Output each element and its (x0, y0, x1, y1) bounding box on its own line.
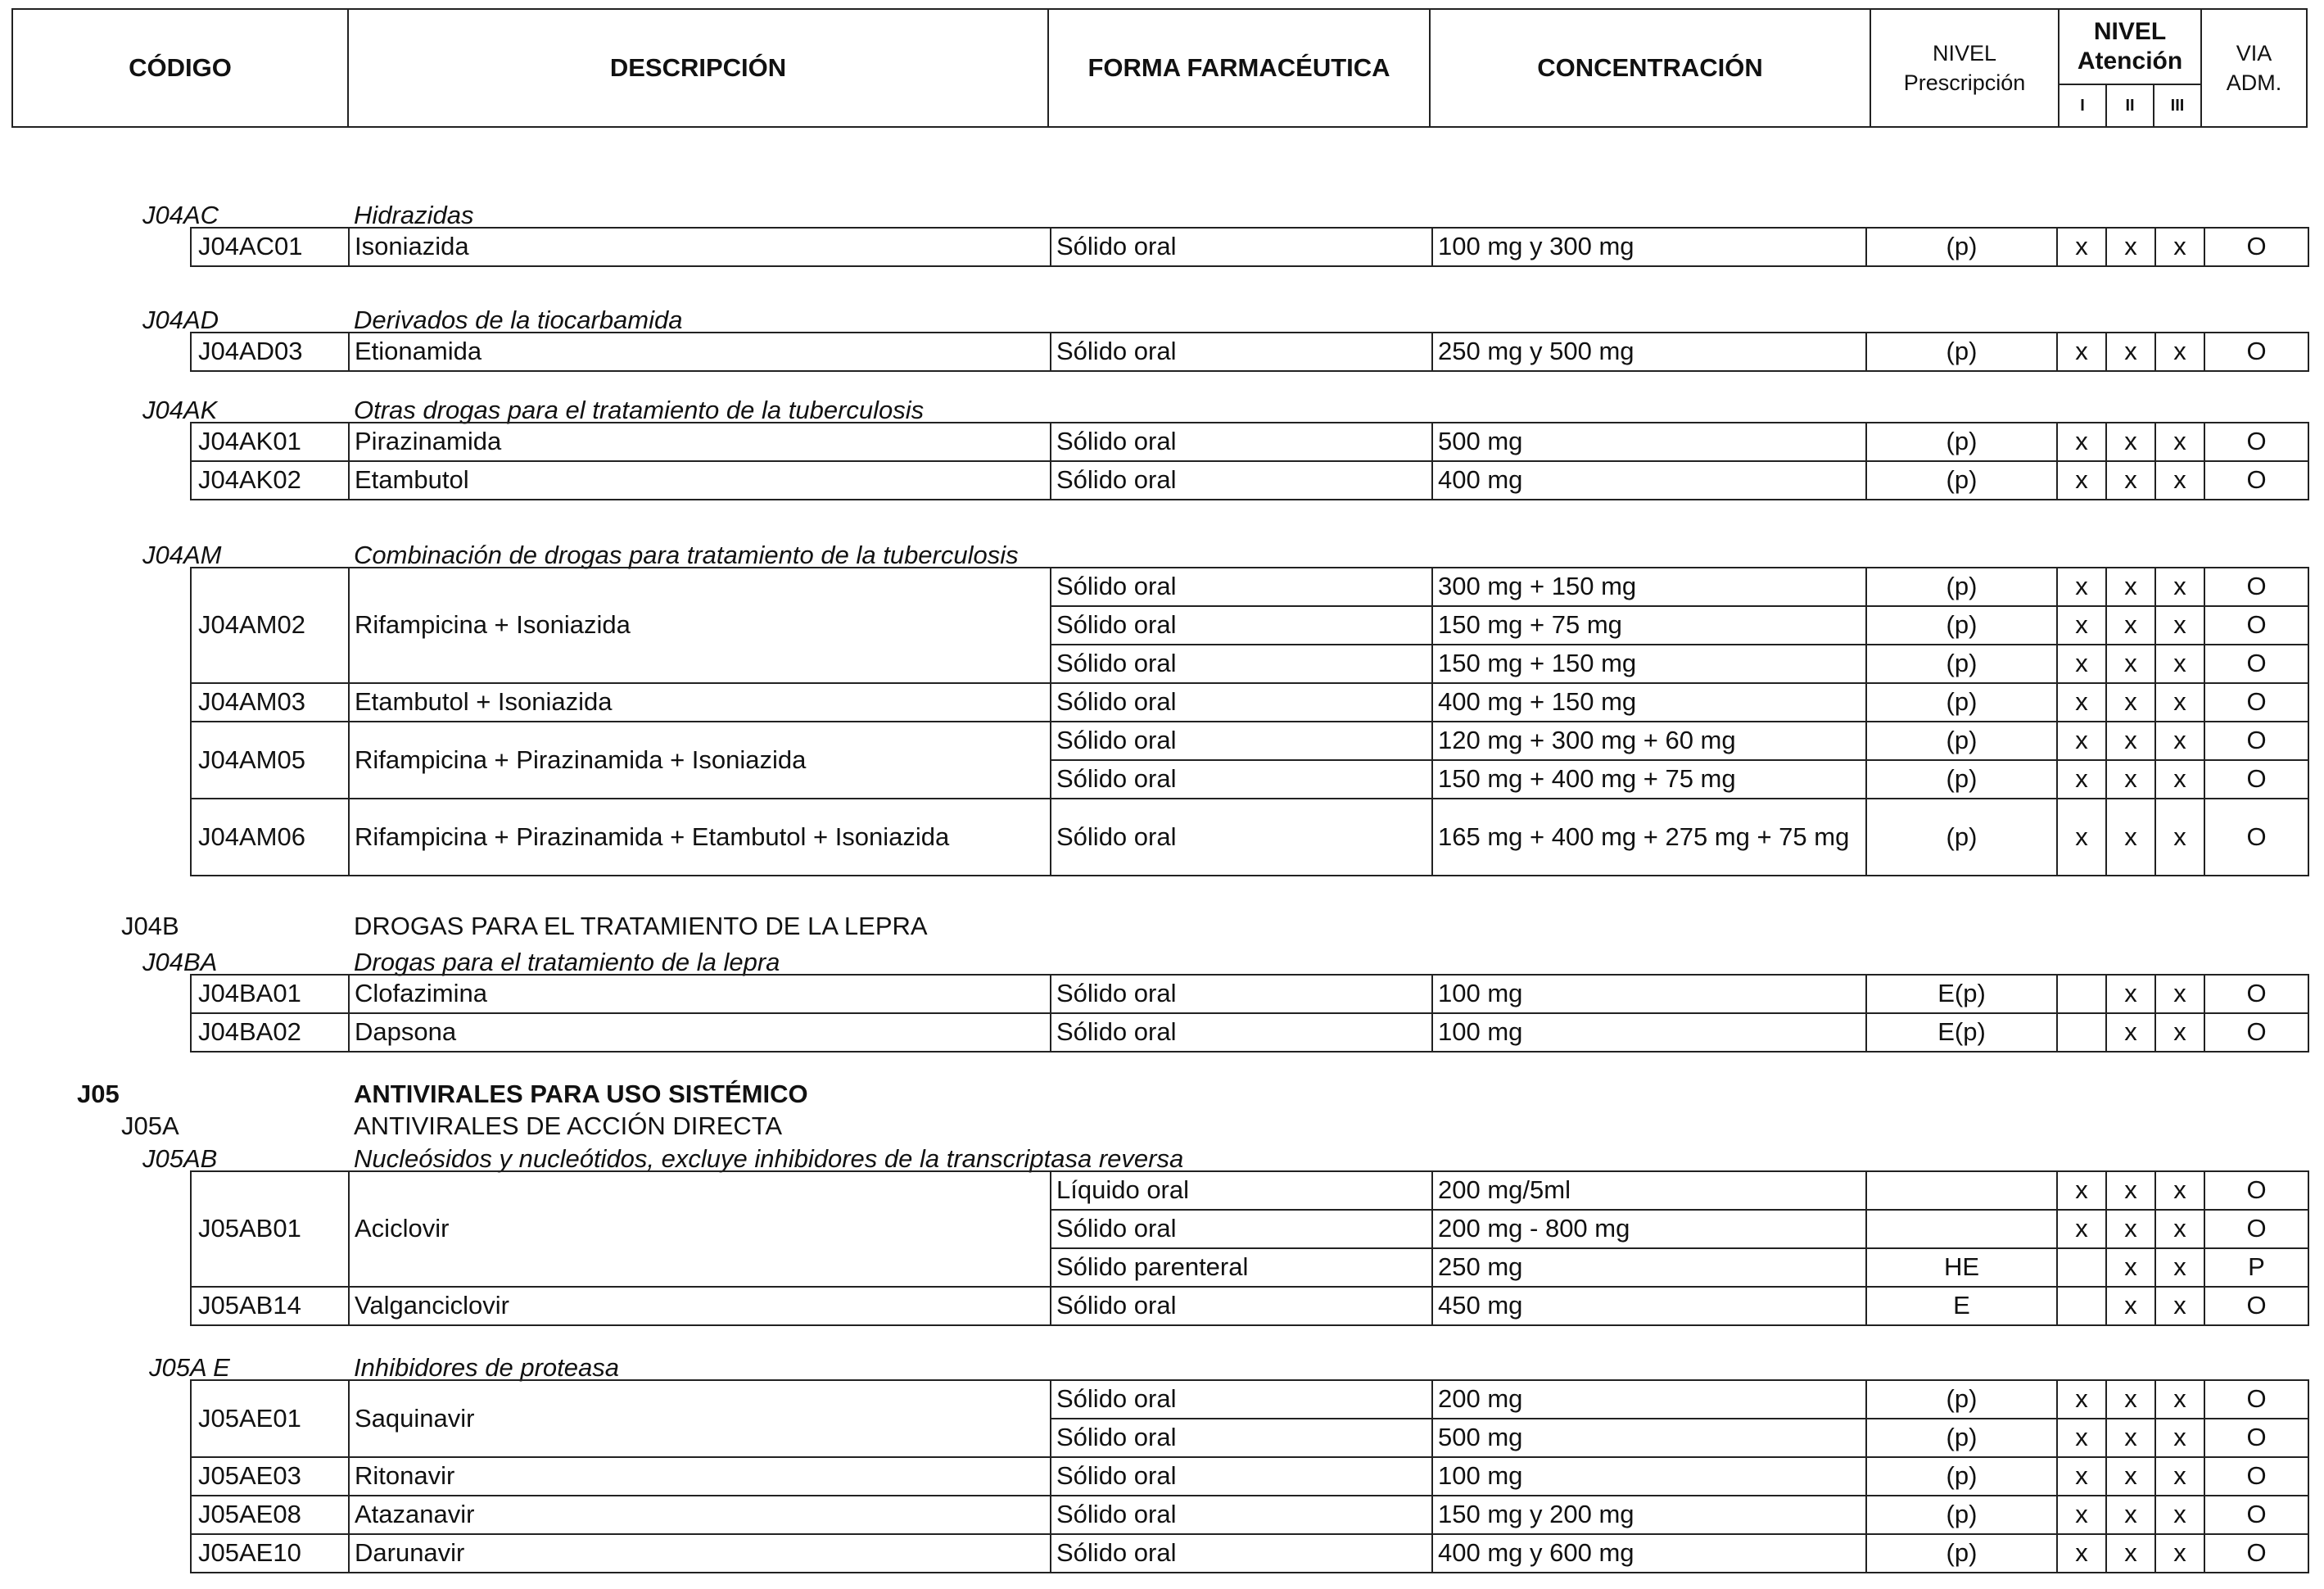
via-cell: O (2204, 1534, 2308, 1573)
column-header (11, 8, 2308, 128)
section-title: Combinación de drogas para tratamiento de la tuberculosis (354, 541, 1019, 569)
nivel-ii-cell: x (2106, 1457, 2155, 1496)
concentracion-cell: 165 mg + 400 mg + 275 mg + 75 mg (1432, 799, 1866, 876)
section-code: J05A (121, 1111, 179, 1140)
nivel-i-cell: x (2057, 1380, 2106, 1419)
via-cell: O (2204, 1457, 2308, 1496)
concentracion-cell: 150 mg y 200 mg (1432, 1496, 1866, 1534)
nivel-ii-cell: x (2106, 645, 2155, 683)
section-heading (142, 396, 924, 425)
forma-cell: Sólido oral (1051, 461, 1432, 500)
nivel-iii-cell: x (2155, 683, 2204, 722)
via-cell: O (2204, 722, 2308, 760)
concentracion-cell: 500 mg (1432, 423, 1866, 461)
forma-cell: Sólido oral (1051, 1380, 1432, 1419)
nivel-i-cell: x (2057, 1171, 2106, 1210)
nivel-prescripcion-cell: (p) (1866, 1534, 2057, 1573)
code-cell: J05AE10 (191, 1534, 349, 1573)
code-cell: J05AE03 (191, 1457, 349, 1496)
nivel-i-cell: x (2057, 333, 2106, 371)
nivel-ii-cell: x (2106, 333, 2155, 371)
section-code: J04AC (142, 201, 219, 229)
header-via-line1: VIA (2236, 41, 2272, 66)
description-cell: Saquinavir (349, 1380, 1051, 1457)
header-nivel-atencion-line2: Atención (2077, 48, 2183, 75)
code-cell: J04AM06 (191, 799, 349, 876)
via-cell: O (2204, 1171, 2308, 1210)
code-cell: J05AE01 (191, 1380, 349, 1457)
nivel-ii-cell: x (2106, 606, 2155, 645)
description-cell: Pirazinamida (349, 423, 1051, 461)
nivel-iii-cell: x (2155, 1496, 2204, 1534)
nivel-i-cell: x (2057, 606, 2106, 645)
concentracion-cell: 100 mg y 300 mg (1432, 228, 1866, 266)
medicine-table (190, 422, 2309, 500)
forma-cell: Sólido oral (1051, 1457, 1432, 1496)
nivel-ii-cell: x (2106, 722, 2155, 760)
forma-cell: Sólido oral (1051, 799, 1432, 876)
section-heading (77, 1080, 808, 1109)
table-row (191, 1380, 2308, 1419)
section-title: Drogas para el tratamiento de la lepra (354, 948, 780, 976)
via-cell: O (2204, 1210, 2308, 1248)
header-via-line2: ADM. (2226, 70, 2282, 95)
table-row (191, 461, 2308, 500)
concentracion-cell: 150 mg + 400 mg + 75 mg (1432, 760, 1866, 799)
header-forma: FORMA FARMACÉUTICA (1048, 9, 1430, 127)
nivel-i-cell: x (2057, 423, 2106, 461)
header-via (2201, 9, 2307, 127)
nivel-prescripcion-cell (1866, 1171, 2057, 1210)
forma-cell: Sólido oral (1051, 606, 1432, 645)
section-code: J04B (121, 912, 179, 940)
via-cell: O (2204, 1287, 2308, 1325)
medicine-table (190, 974, 2309, 1053)
forma-cell: Sólido oral (1051, 423, 1432, 461)
nivel-prescripcion-cell: (p) (1866, 1496, 2057, 1534)
table-row (191, 683, 2308, 722)
header-nivel-prescripcion (1870, 9, 2059, 127)
forma-cell: Sólido oral (1051, 975, 1432, 1013)
via-cell: O (2204, 1013, 2308, 1052)
table-row (191, 1457, 2308, 1496)
nivel-iii-cell: x (2155, 1380, 2204, 1419)
nivel-prescripcion-cell: (p) (1866, 722, 2057, 760)
nivel-ii-cell: x (2106, 1013, 2155, 1052)
via-cell: O (2204, 760, 2308, 799)
table-row (191, 333, 2308, 371)
nivel-prescripcion-cell: E(p) (1866, 1013, 2057, 1052)
nivel-i-cell: x (2057, 1419, 2106, 1457)
medicine-table (190, 567, 2309, 876)
nivel-ii-cell: x (2106, 1210, 2155, 1248)
forma-cell: Sólido oral (1051, 683, 1432, 722)
description-cell: Darunavir (349, 1534, 1051, 1573)
header-concentracion: CONCENTRACIÓN (1430, 9, 1870, 127)
forma-cell: Líquido oral (1051, 1171, 1432, 1210)
header-nivel-i: I (2059, 84, 2106, 127)
concentracion-cell: 150 mg + 150 mg (1432, 645, 1866, 683)
forma-cell: Sólido oral (1051, 1287, 1432, 1325)
nivel-ii-cell: x (2106, 1534, 2155, 1573)
forma-cell: Sólido oral (1051, 568, 1432, 606)
description-cell: Aciclovir (349, 1171, 1051, 1287)
nivel-ii-cell: x (2106, 799, 2155, 876)
nivel-ii-cell: x (2106, 1419, 2155, 1457)
nivel-i-cell: x (2057, 1534, 2106, 1573)
description-cell: Clofazimina (349, 975, 1051, 1013)
via-cell: O (2204, 799, 2308, 876)
nivel-prescripcion-cell: HE (1866, 1248, 2057, 1287)
header-nivel-iii: III (2154, 84, 2201, 127)
section-heading (142, 1144, 1183, 1174)
via-cell: O (2204, 461, 2308, 500)
nivel-prescripcion-cell: E(p) (1866, 975, 2057, 1013)
nivel-i-cell: x (2057, 722, 2106, 760)
via-cell: O (2204, 1380, 2308, 1419)
nivel-prescripcion-cell: (p) (1866, 645, 2057, 683)
nivel-ii-cell: x (2106, 461, 2155, 500)
table-row (191, 228, 2308, 266)
code-cell: J04AK01 (191, 423, 349, 461)
table-row (191, 1287, 2308, 1325)
nivel-iii-cell: x (2155, 975, 2204, 1013)
section-code: J05A E (149, 1353, 230, 1382)
description-cell: Dapsona (349, 1013, 1051, 1052)
via-cell: O (2204, 645, 2308, 683)
section-title: Nucleósidos y nucleótidos, excluye inhibidores de la transcriptasa reversa (354, 1144, 1184, 1173)
code-cell: J05AB01 (191, 1171, 349, 1287)
code-cell: J04BA02 (191, 1013, 349, 1052)
nivel-iii-cell: x (2155, 1210, 2204, 1248)
nivel-ii-cell: x (2106, 568, 2155, 606)
nivel-i-cell (2057, 1013, 2106, 1052)
table-row (191, 1496, 2308, 1534)
code-cell: J04AC01 (191, 228, 349, 266)
description-cell: Valganciclovir (349, 1287, 1051, 1325)
nivel-ii-cell: x (2106, 1380, 2155, 1419)
via-cell: O (2204, 228, 2308, 266)
via-cell: O (2204, 568, 2308, 606)
code-cell: J04AD03 (191, 333, 349, 371)
via-cell: O (2204, 975, 2308, 1013)
nivel-prescripcion-cell: (p) (1866, 461, 2057, 500)
forma-cell: Sólido oral (1051, 1210, 1432, 1248)
description-cell: Rifampicina + Pirazinamida + Etambutol + Isoniazida (349, 799, 1051, 876)
nivel-i-cell: x (2057, 568, 2106, 606)
nivel-prescripcion-cell: (p) (1866, 760, 2057, 799)
concentracion-cell: 150 mg + 75 mg (1432, 606, 1866, 645)
concentracion-cell: 100 mg (1432, 1457, 1866, 1496)
nivel-iii-cell: x (2155, 1171, 2204, 1210)
nivel-iii-cell: x (2155, 568, 2204, 606)
table-row (191, 722, 2308, 760)
header-codigo: CÓDIGO (12, 9, 348, 127)
nivel-iii-cell: x (2155, 1457, 2204, 1496)
concentracion-cell: 200 mg (1432, 1380, 1866, 1419)
section-code: J04AM (142, 541, 222, 569)
table-row (191, 568, 2308, 606)
nivel-i-cell: x (2057, 683, 2106, 722)
section-heading (121, 912, 928, 941)
nivel-prescripcion-cell: E (1866, 1287, 2057, 1325)
concentracion-cell: 300 mg + 150 mg (1432, 568, 1866, 606)
nivel-i-cell: x (2057, 760, 2106, 799)
description-cell: Isoniazida (349, 228, 1051, 266)
section-code: J04AD (142, 306, 219, 334)
nivel-prescripcion-cell: (p) (1866, 423, 2057, 461)
forma-cell: Sólido oral (1051, 1496, 1432, 1534)
nivel-i-cell (2057, 975, 2106, 1013)
header-nivel-prescripcion-line2: Prescripción (1903, 70, 2026, 95)
description-cell: Etionamida (349, 333, 1051, 371)
nivel-prescripcion-cell: (p) (1866, 683, 2057, 722)
concentracion-cell: 400 mg + 150 mg (1432, 683, 1866, 722)
section-title: Derivados de la tiocarbamida (354, 306, 683, 334)
nivel-ii-cell: x (2106, 1171, 2155, 1210)
section-title: Otras drogas para el tratamiento de la tuberculosis (354, 396, 925, 424)
concentracion-cell: 100 mg (1432, 1013, 1866, 1052)
forma-cell: Sólido oral (1051, 228, 1432, 266)
nivel-ii-cell: x (2106, 1248, 2155, 1287)
nivel-i-cell: x (2057, 461, 2106, 500)
header-descripcion: DESCRIPCIÓN (348, 9, 1048, 127)
forma-cell: Sólido oral (1051, 1534, 1432, 1573)
section-title: Hidrazidas (354, 201, 474, 229)
concentracion-cell: 200 mg - 800 mg (1432, 1210, 1866, 1248)
concentracion-cell: 120 mg + 300 mg + 60 mg (1432, 722, 1866, 760)
nivel-prescripcion-cell: (p) (1866, 1380, 2057, 1419)
nivel-prescripcion-cell: (p) (1866, 1457, 2057, 1496)
nivel-iii-cell: x (2155, 228, 2204, 266)
section-code: J05AB (142, 1144, 218, 1173)
nivel-i-cell (2057, 1287, 2106, 1325)
nivel-i-cell: x (2057, 1457, 2106, 1496)
forma-cell: Sólido oral (1051, 1419, 1432, 1457)
nivel-iii-cell: x (2155, 1013, 2204, 1052)
nivel-iii-cell: x (2155, 1248, 2204, 1287)
header-nivel-ii: II (2106, 84, 2154, 127)
concentracion-cell: 500 mg (1432, 1419, 1866, 1457)
concentracion-cell: 250 mg y 500 mg (1432, 333, 1866, 371)
via-cell: O (2204, 683, 2308, 722)
code-cell: J04AK02 (191, 461, 349, 500)
section-code: J04AK (142, 396, 218, 424)
concentracion-cell: 250 mg (1432, 1248, 1866, 1287)
nivel-prescripcion-cell: (p) (1866, 568, 2057, 606)
table-row (191, 1534, 2308, 1573)
concentracion-cell: 200 mg/5ml (1432, 1171, 1866, 1210)
description-cell: Atazanavir (349, 1496, 1051, 1534)
code-cell: J05AB14 (191, 1287, 349, 1325)
section-code: J04BA (142, 948, 218, 976)
nivel-i-cell (2057, 1248, 2106, 1287)
code-cell: J04AM03 (191, 683, 349, 722)
nivel-prescripcion-cell: (p) (1866, 606, 2057, 645)
nivel-ii-cell: x (2106, 228, 2155, 266)
nivel-iii-cell: x (2155, 760, 2204, 799)
forma-cell: Sólido oral (1051, 1013, 1432, 1052)
forma-cell: Sólido oral (1051, 645, 1432, 683)
via-cell: O (2204, 606, 2308, 645)
table-row (191, 423, 2308, 461)
table-row (191, 1171, 2308, 1210)
code-cell: J05AE08 (191, 1496, 349, 1534)
section-heading (142, 306, 683, 335)
table-row (191, 975, 2308, 1013)
via-cell: O (2204, 1419, 2308, 1457)
code-cell: J04BA01 (191, 975, 349, 1013)
forma-cell: Sólido parenteral (1051, 1248, 1432, 1287)
nivel-ii-cell: x (2106, 975, 2155, 1013)
concentracion-cell: 100 mg (1432, 975, 1866, 1013)
via-cell: O (2204, 333, 2308, 371)
forma-cell: Sólido oral (1051, 333, 1432, 371)
table-row (191, 1013, 2308, 1052)
section-heading (142, 948, 780, 977)
nivel-ii-cell: x (2106, 683, 2155, 722)
medicine-table (190, 227, 2309, 267)
section-title: Inhibidores de proteasa (354, 1353, 620, 1382)
nivel-iii-cell: x (2155, 1287, 2204, 1325)
code-cell: J04AM05 (191, 722, 349, 799)
description-cell: Etambutol + Isoniazida (349, 683, 1051, 722)
section-heading (149, 1353, 619, 1383)
nivel-i-cell: x (2057, 1496, 2106, 1534)
header-nivel-prescripcion-line1: NIVEL (1932, 41, 1997, 66)
nivel-prescripcion-cell: (p) (1866, 1419, 2057, 1457)
nivel-iii-cell: x (2155, 423, 2204, 461)
nivel-i-cell: x (2057, 799, 2106, 876)
code-cell: J04AM02 (191, 568, 349, 683)
section-title: ANTIVIRALES PARA USO SISTÉMICO (354, 1080, 808, 1108)
nivel-i-cell: x (2057, 1210, 2106, 1248)
section-heading (121, 1111, 782, 1141)
nivel-iii-cell: x (2155, 333, 2204, 371)
description-cell: Rifampicina + Pirazinamida + Isoniazida (349, 722, 1051, 799)
forma-cell: Sólido oral (1051, 760, 1432, 799)
table-row (191, 799, 2308, 876)
via-cell: O (2204, 1496, 2308, 1534)
header-nivel-atencion-line1: NIVEL (2093, 18, 2167, 45)
medicine-table (190, 1170, 2309, 1326)
nivel-iii-cell: x (2155, 722, 2204, 760)
section-heading (142, 201, 473, 230)
nivel-prescripcion-cell: (p) (1866, 228, 2057, 266)
concentracion-cell: 400 mg (1432, 461, 1866, 500)
nivel-iii-cell: x (2155, 461, 2204, 500)
section-heading (142, 541, 1019, 570)
section-title: ANTIVIRALES DE ACCIÓN DIRECTA (354, 1111, 783, 1140)
nivel-ii-cell: x (2106, 760, 2155, 799)
nivel-prescripcion-cell: (p) (1866, 333, 2057, 371)
concentracion-cell: 450 mg (1432, 1287, 1866, 1325)
concentracion-cell: 400 mg y 600 mg (1432, 1534, 1866, 1573)
nivel-iii-cell: x (2155, 1534, 2204, 1573)
via-cell: O (2204, 423, 2308, 461)
description-cell: Ritonavir (349, 1457, 1051, 1496)
nivel-iii-cell: x (2155, 799, 2204, 876)
nivel-iii-cell: x (2155, 1419, 2204, 1457)
forma-cell: Sólido oral (1051, 722, 1432, 760)
nivel-prescripcion-cell: (p) (1866, 799, 2057, 876)
medicine-table (190, 1379, 2309, 1573)
nivel-iii-cell: x (2155, 606, 2204, 645)
nivel-ii-cell: x (2106, 1287, 2155, 1325)
description-cell: Etambutol (349, 461, 1051, 500)
nivel-i-cell: x (2057, 228, 2106, 266)
nivel-i-cell: x (2057, 645, 2106, 683)
nivel-iii-cell: x (2155, 645, 2204, 683)
nivel-ii-cell: x (2106, 423, 2155, 461)
medicine-table (190, 332, 2309, 372)
description-cell: Rifampicina + Isoniazida (349, 568, 1051, 683)
nivel-ii-cell: x (2106, 1496, 2155, 1534)
via-cell: P (2204, 1248, 2308, 1287)
section-code: J05 (77, 1080, 120, 1108)
section-title: DROGAS PARA EL TRATAMIENTO DE LA LEPRA (354, 912, 928, 940)
header-nivel-atencion (2059, 9, 2201, 84)
nivel-prescripcion-cell (1866, 1210, 2057, 1248)
